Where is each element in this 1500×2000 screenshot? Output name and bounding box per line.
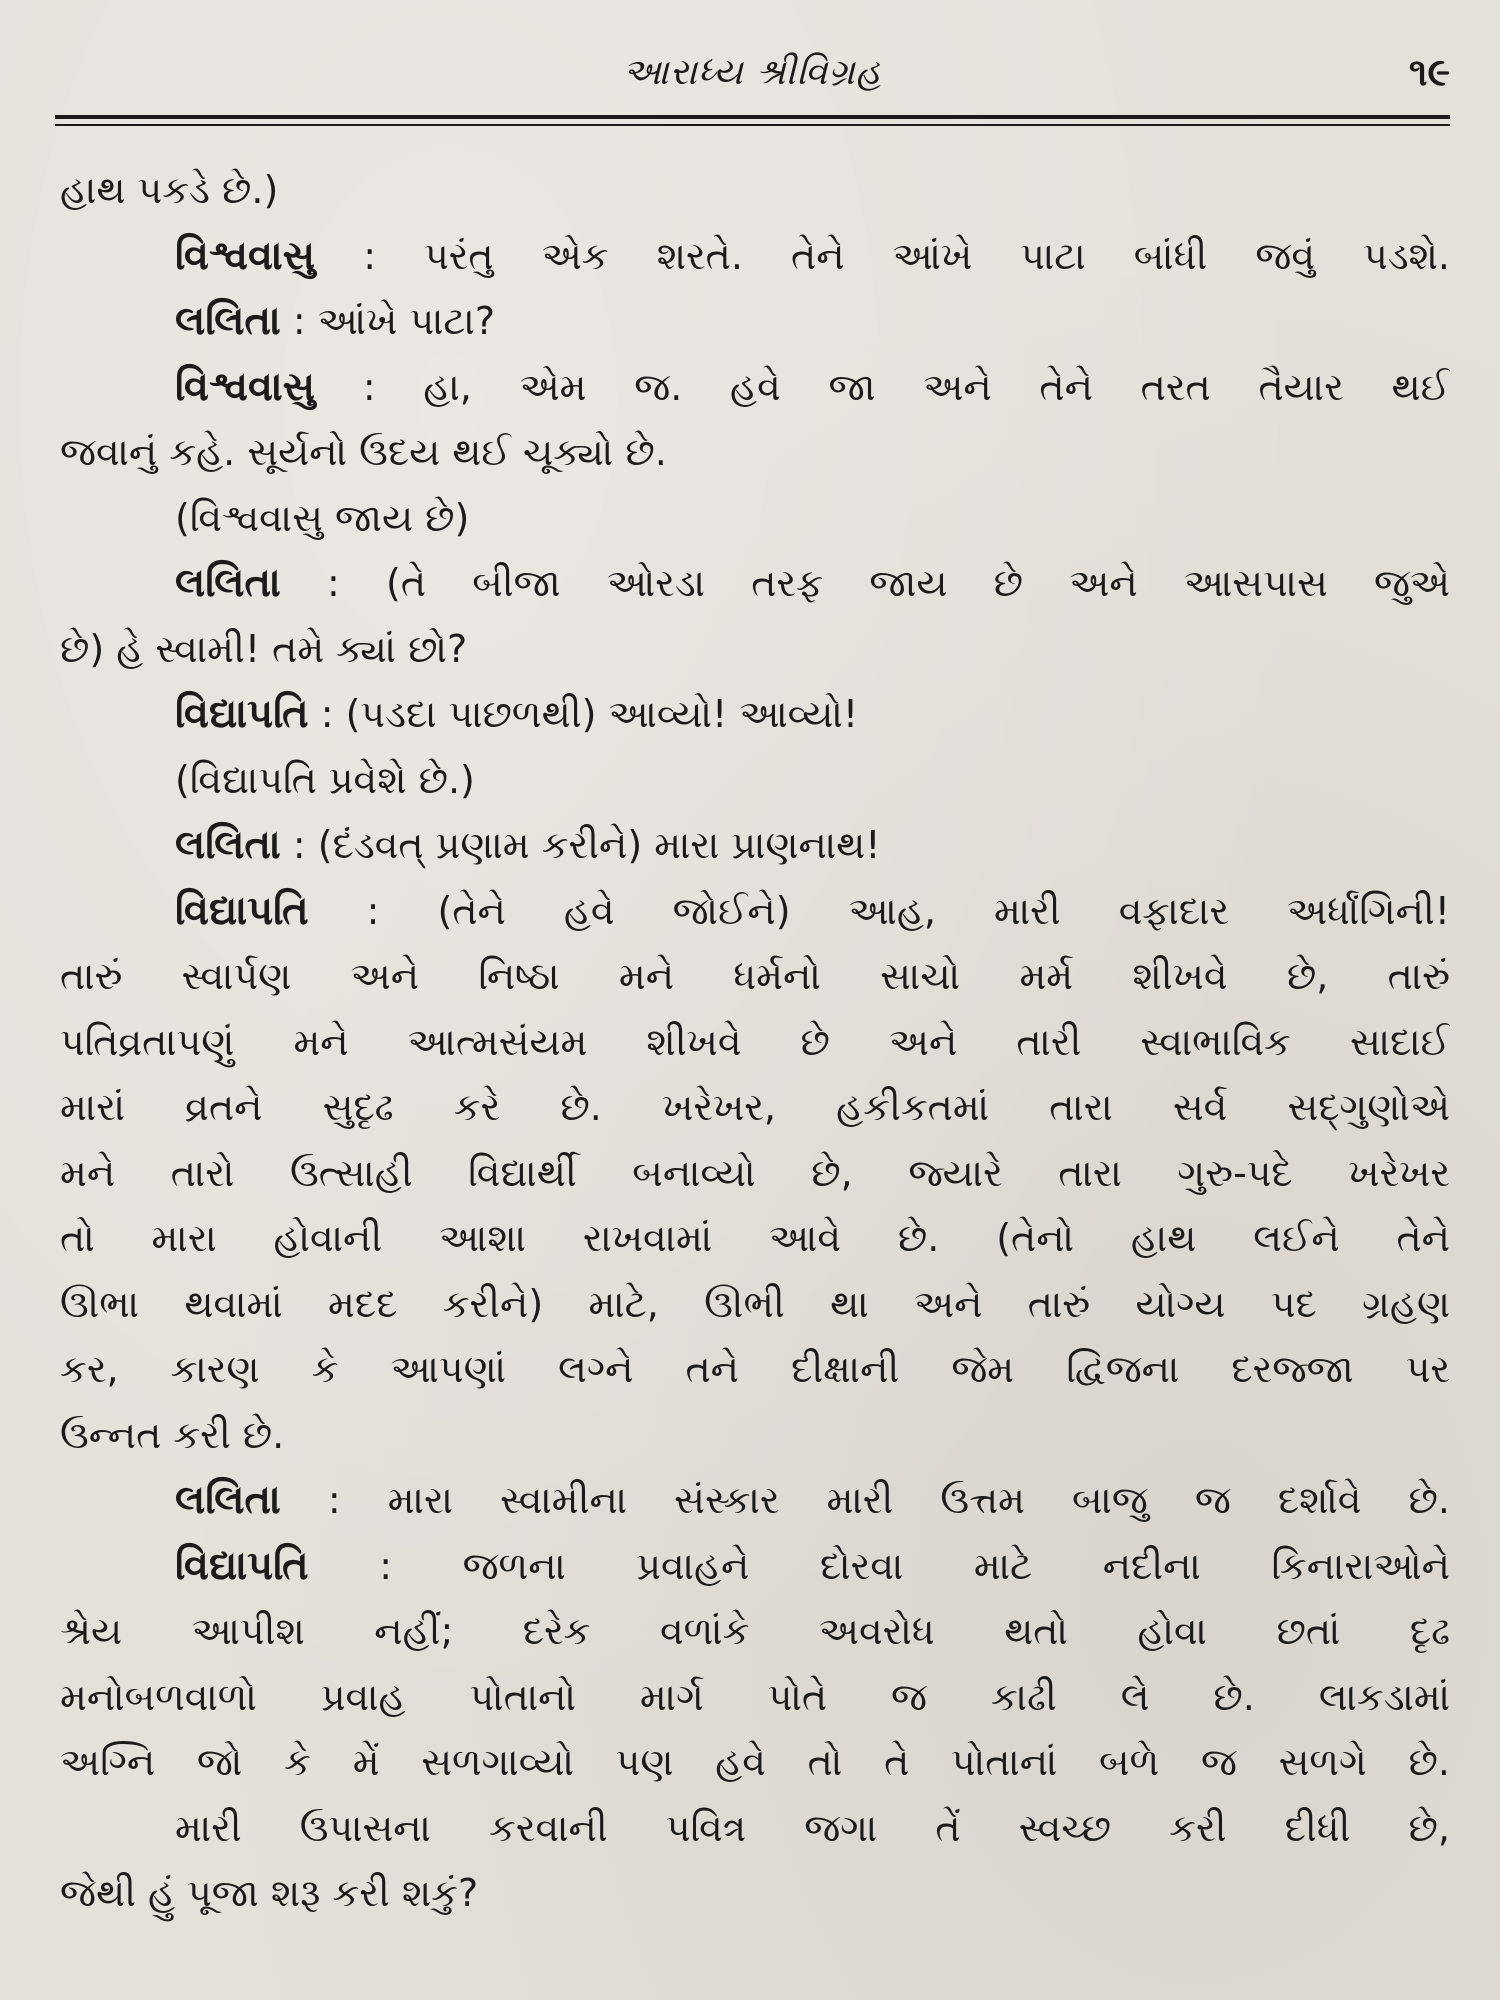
line-text: : મારા સ્વામીના સંસ્કાર મારી ઉત્તમ બાજુ જ દર્શાવે છે. bbox=[280, 1478, 1450, 1522]
text-line bbox=[60, 420, 1450, 486]
text-line bbox=[60, 879, 1450, 945]
running-title: આરાધ્ય શ્રીવિગ્રહ bbox=[622, 52, 883, 93]
line-text: : પરંતુ એક શરતે. તેને આંખે પાટા બાંધી જવું પડશે. bbox=[315, 233, 1450, 278]
line-text: : હા, એમ જ. હવે જા અને તેને તરત તૈયાર થઈ bbox=[315, 364, 1450, 409]
line-text: : આંખે પાટા? bbox=[280, 299, 496, 343]
text-line bbox=[60, 813, 1450, 879]
text-line bbox=[60, 158, 1450, 224]
speaker-name: લલિતા bbox=[175, 560, 281, 606]
line-text: ઉન્નત કરી છે. bbox=[60, 1412, 285, 1457]
text-line bbox=[60, 682, 1450, 748]
speaker-name: લલિતા bbox=[175, 1477, 281, 1523]
speaker-name: લલિતા bbox=[175, 298, 281, 344]
line-text: : (દંડવત્ પ્રણામ કરીને) મારા પ્રાણનાથ! bbox=[280, 823, 881, 867]
text-line bbox=[60, 617, 1450, 683]
line-text: : (તેને હવે જોઈને) આહ, મારી વફાદાર અર્ધાંગિની! bbox=[308, 888, 1450, 933]
line-text: : (તે બીજા ઓરડા તરફ જાય છે અને આસપાસ જુએ bbox=[280, 561, 1450, 605]
header-rule-thin bbox=[55, 124, 1450, 126]
line-text: કર, કારણ કે આપણાં લગ્ને તને દીક્ષાની જેમ દ્વિજના દરજ્જા પર bbox=[60, 1347, 1450, 1391]
text-line bbox=[60, 1010, 1450, 1076]
body-text bbox=[60, 158, 1450, 1927]
text-line bbox=[60, 1730, 1450, 1796]
line-text: શ્રેય આપીશ નહીં; દરેક વળાંકે અવરોધ થતો હોવા છતાં દૃઢ bbox=[60, 1609, 1450, 1653]
speaker-name: લલિતા bbox=[175, 822, 281, 868]
text-line bbox=[60, 551, 1450, 617]
text-line bbox=[60, 748, 1450, 814]
text-line bbox=[60, 1403, 1450, 1469]
line-text: જેથી હું પૂજા શરૂ કરી શકું? bbox=[60, 1871, 479, 1915]
line-text: અગ્નિ જો કે મેં સળગાવ્યો પણ હવે તો તે પોતાનાં બળે જ સળગે છે. bbox=[60, 1740, 1450, 1784]
line-text: જવાનું કહે. સૂર્યનો ઉદય થઈ ચૂક્યો છે. bbox=[60, 430, 667, 474]
text-line bbox=[60, 1796, 1450, 1862]
line-text: તારું સ્વાર્પણ અને નિષ્ઠા મને ધર્મનો સાચો મર્મ શીખવે છે, તારું bbox=[60, 954, 1450, 998]
text-line bbox=[60, 1272, 1450, 1338]
text-line bbox=[60, 355, 1450, 421]
text-line bbox=[60, 224, 1450, 290]
speaker-name: વિદ્યાપતિ bbox=[175, 887, 309, 934]
line-text: તો મારા હોવાની આશા રાખવામાં આવે છે. (તેનો હાથ લઈને તેને bbox=[60, 1216, 1450, 1260]
line-text: (વિદ્યાપતિ પ્રવેશે છે.) bbox=[175, 757, 475, 802]
line-text: : જળના પ્રવાહને દોરવા માટે નદીના કિનારાઓને bbox=[308, 1543, 1450, 1588]
line-text: મને તારો ઉત્સાહી વિદ્યાર્થી બનાવ્યો છે, જ્યારે તારા ગુરુ-પદે ખરેખર bbox=[60, 1150, 1450, 1195]
speaker-name: વિશ્વવાસુ bbox=[175, 232, 316, 279]
page-header bbox=[55, 40, 1450, 120]
header-rule-thick bbox=[55, 115, 1450, 119]
line-text: હાથ પકડે છે.) bbox=[60, 168, 279, 212]
line-text: મારી ઉપાસના કરવાની પવિત્ર જગા તેં સ્વચ્છ કરી દીધી છે, bbox=[175, 1805, 1450, 1850]
line-text: મનોબળવાળો પ્રવાહ પોતાનો માર્ગ પોતે જ કાઢી લે છે. લાકડામાં bbox=[60, 1674, 1450, 1719]
text-line bbox=[60, 1337, 1450, 1403]
text-line bbox=[60, 1599, 1450, 1665]
text-line bbox=[60, 1861, 1450, 1927]
page-number: ૧૯ bbox=[1408, 50, 1450, 94]
line-text: ઊભા થવામાં મદદ કરીને) માટે, ઊભી થા અને તારું યોગ્ય પદ ગ્રહણ bbox=[60, 1281, 1450, 1326]
line-text: મારાં વ્રતને સુદૃઢ કરે છે. ખરેખર, હકીકતમાં તારા સર્વ સદ્ગુણોએ bbox=[60, 1085, 1450, 1129]
line-text: પતિવ્રતાપણું મને આત્મસંયમ શીખવે છે અને તારી સ્વાભાવિક સાદાઈ bbox=[60, 1019, 1450, 1064]
text-line bbox=[60, 1468, 1450, 1534]
text-line bbox=[60, 1206, 1450, 1272]
text-line bbox=[60, 1665, 1450, 1731]
text-line bbox=[60, 486, 1450, 552]
line-text: છે) હે સ્વામી! તમે ક્યાં છો? bbox=[60, 626, 468, 671]
speaker-name: વિદ્યાપતિ bbox=[175, 691, 309, 737]
text-line bbox=[60, 944, 1450, 1010]
line-text: (વિશ્વવાસુ જાય છે) bbox=[175, 495, 470, 540]
text-line bbox=[60, 1075, 1450, 1141]
speaker-name: વિદ્યાપતિ bbox=[175, 1542, 309, 1589]
text-line bbox=[60, 289, 1450, 355]
text-line bbox=[60, 1141, 1450, 1207]
text-line bbox=[60, 1534, 1450, 1600]
line-text: : (પડદા પાછળથી) આવ્યો! આવ્યો! bbox=[308, 692, 859, 736]
speaker-name: વિશ્વવાસુ bbox=[175, 363, 316, 410]
